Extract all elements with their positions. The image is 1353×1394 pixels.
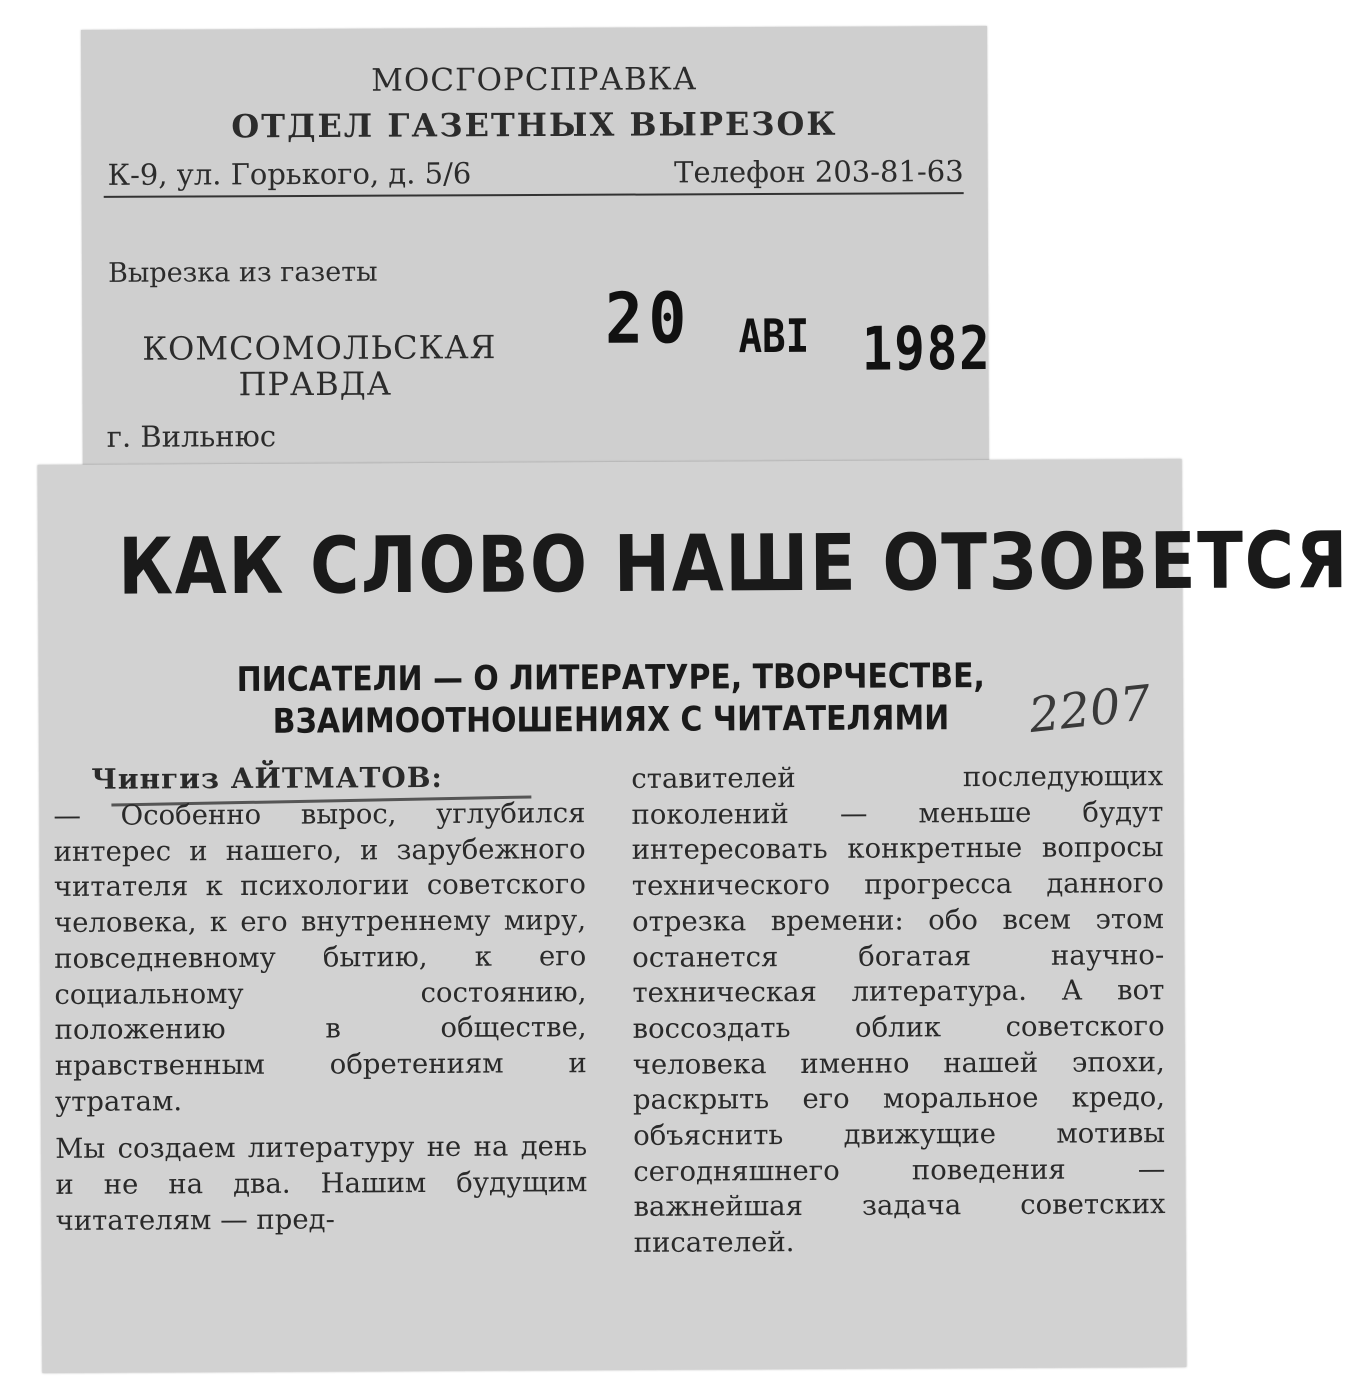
handwritten-number: 2207 — [1026, 674, 1154, 745]
newspaper-city: г. Вильнюс — [106, 419, 277, 454]
clipping-service-slip — [81, 26, 992, 500]
organization-name: МОСГОРСПРАВКА — [371, 61, 698, 99]
article-subhead-line2: ВЗАИМООТНОШЕНИЯХ С ЧИТАТЕЛЯМИ — [272, 698, 950, 742]
newspaper-clipping — [38, 459, 1350, 1373]
newspaper-name-line1: КОМСОМОЛЬСКАЯ — [142, 328, 497, 368]
article-paragraph: ставителей последующих поколений — меньше будут интересовать конкретные вопросы технического прогресса данного отрезка времени: обо всем этом останется богатая научно-техническая литература. А вот воссоздать облик советского человека именно нашей эпохи, раскрыть его моральное кредо, объяснить движущие мотивы сегодняшнего поведения — важнейшая задача советских писателей. — [631, 760, 1166, 1260]
slip-phone: Телефон 203-81-63 — [673, 154, 964, 190]
department-name: ОТДЕЛ ГАЗЕТНЫХ ВЫРЕЗОК — [231, 104, 838, 146]
article-paragraph: Мы создаем литературу не на день и не на два. Нашим будущим читателям — пред- — [55, 1130, 588, 1237]
date-stamp-year: 1982 — [861, 314, 992, 385]
article-column-right — [631, 759, 1166, 1262]
article-author: Чингиз АЙТМАТОВ: — [91, 760, 443, 796]
article-subhead-line1: ПИСАТЕЛИ — О ЛИТЕРАТУРЕ, ТВОРЧЕСТВЕ, — [236, 656, 985, 700]
newspaper-name-line2: ПРАВДА — [238, 364, 393, 404]
date-stamp-day: 20 — [604, 277, 692, 360]
clipping-label: Вырезка из газеты — [107, 256, 378, 289]
article-paragraph: — Особенно вырос, углубился интерес и нашего, и зарубежного читателя к психологии советского человека, к его внутреннему миру, повседневному бытию, к его социальному состоянию, положению в обществе, нравственным обретениям и утратам. — [53, 797, 587, 1118]
article-column-left — [53, 796, 587, 1239]
date-stamp-month: АВІ — [738, 308, 810, 364]
slip-divider — [104, 192, 964, 198]
slip-address: К-9, ул. Горького, д. 5/6 — [107, 156, 472, 192]
article-headline: КАК СЛОВО НАШЕ ОТЗОВЕТСЯ — [118, 516, 1350, 613]
